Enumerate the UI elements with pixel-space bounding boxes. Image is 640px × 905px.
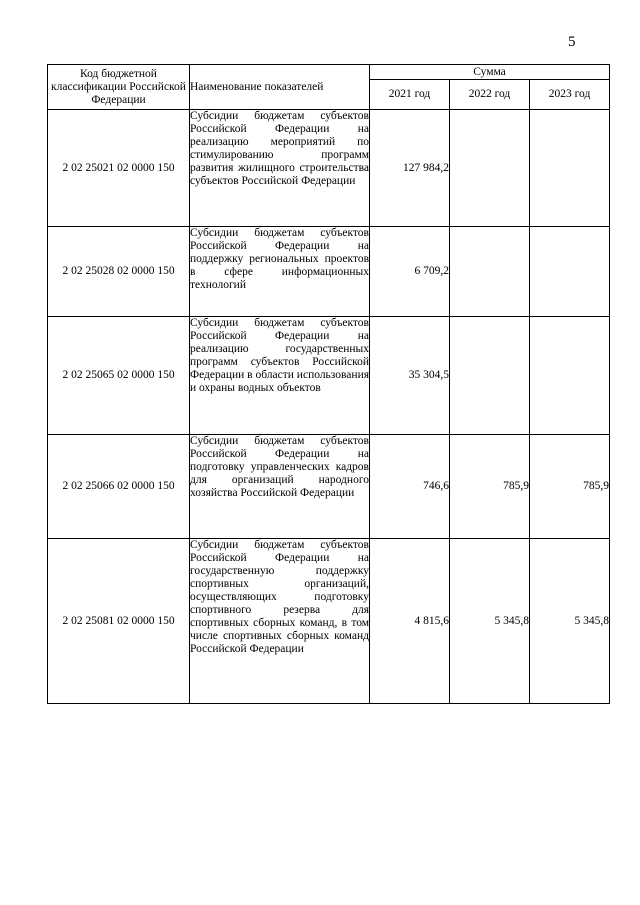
header-row-top <box>48 65 610 80</box>
row-value-2023: 5 345,8 <box>530 539 610 704</box>
page-number: 5 <box>568 34 576 50</box>
budget-table <box>47 64 610 704</box>
row-code: 2 02 25028 02 0000 150 <box>48 227 190 317</box>
row-value-2021: 127 984,2 <box>370 110 450 227</box>
table-row <box>48 539 610 704</box>
row-value-2023: 785,9 <box>530 435 610 539</box>
row-value-2021: 35 304,5 <box>370 317 450 435</box>
row-value-2021: 4 815,6 <box>370 539 450 704</box>
row-value-2021: 6 709,2 <box>370 227 450 317</box>
row-value-2023 <box>530 227 610 317</box>
row-code: 2 02 25021 02 0000 150 <box>48 110 190 227</box>
row-value-2021: 746,6 <box>370 435 450 539</box>
header-code: Код бюджетной классификации Российской Федерации <box>48 65 190 110</box>
row-code: 2 02 25081 02 0000 150 <box>48 539 190 704</box>
row-value-2022 <box>450 227 530 317</box>
row-value-2022 <box>450 110 530 227</box>
row-value-2022 <box>450 317 530 435</box>
table-row <box>48 110 610 227</box>
row-value-2023 <box>530 317 610 435</box>
header-year-2022: 2022 год <box>450 80 530 110</box>
row-code: 2 02 25065 02 0000 150 <box>48 317 190 435</box>
row-name: Субсидии бюджетам субъектов Российской Федерации на реализацию государственных программ субъектов Российской Федерации в области использования и охраны водных объектов <box>190 317 370 435</box>
header-year-2021: 2021 год <box>370 80 450 110</box>
row-name: Субсидии бюджетам субъектов Российской Федерации на реализацию мероприятий по стимулированию программ развития жилищного строительства субъектов Российской Федерации <box>190 110 370 227</box>
header-sum: Сумма <box>370 65 610 80</box>
row-name: Субсидии бюджетам субъектов Российской Федерации на подготовку управленческих кадров для организаций народного хозяйства Российской Федерации <box>190 435 370 539</box>
header-year-2023: 2023 год <box>530 80 610 110</box>
table-row <box>48 317 610 435</box>
row-code: 2 02 25066 02 0000 150 <box>48 435 190 539</box>
row-name: Субсидии бюджетам субъектов Российской Федерации на поддержку региональных проектов в сфере информационных технологий <box>190 227 370 317</box>
row-value-2022: 785,9 <box>450 435 530 539</box>
row-name: Субсидии бюджетам субъектов Российской Федерации на государственную поддержку спортивных организаций, осуществляющих подготовку спортивного резерва для спортивных сборных команд, в том числе спортивных сборных команд Российской Федерации <box>190 539 370 704</box>
row-value-2022: 5 345,8 <box>450 539 530 704</box>
row-value-2023 <box>530 110 610 227</box>
header-name: Наименование показателей <box>190 65 370 110</box>
table-row <box>48 227 610 317</box>
table-row <box>48 435 610 539</box>
